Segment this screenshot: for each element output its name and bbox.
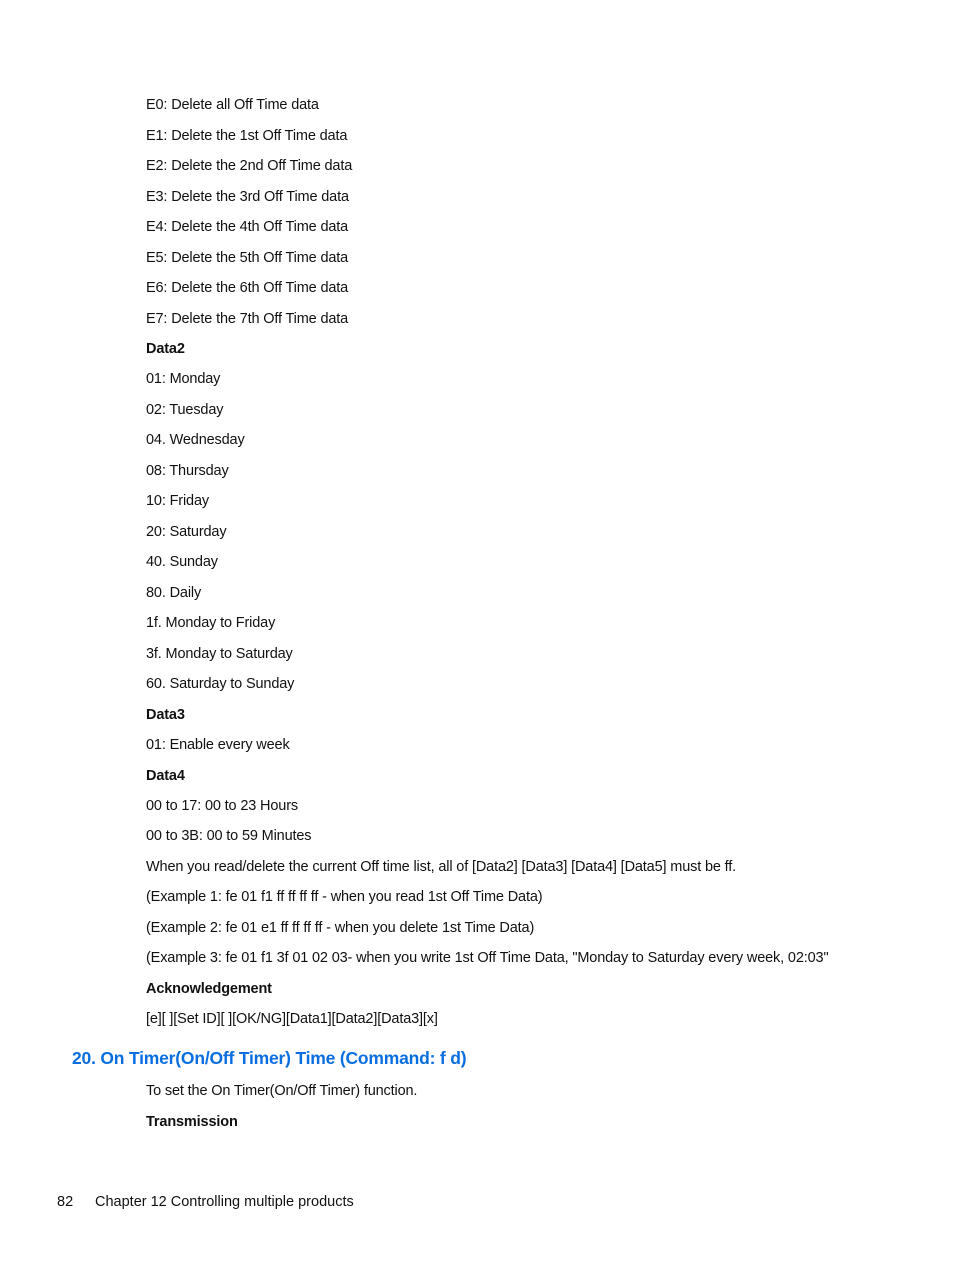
data2-heading: Data2: [146, 341, 185, 357]
list-item: E5: Delete the 5th Off Time data: [146, 250, 349, 266]
data3-heading: Data3: [146, 707, 185, 723]
list-item: 3f. Monday to Saturday: [146, 646, 293, 662]
list-item: E2: Delete the 2nd Off Time data: [146, 158, 353, 174]
list-item: 80. Daily: [146, 585, 202, 601]
transmission-heading: Transmission: [146, 1114, 238, 1130]
list-item: E6: Delete the 6th Off Time data: [146, 280, 349, 296]
data4-heading: Data4: [146, 768, 185, 784]
section-title: 20. On Timer(On/Off Timer) Time (Command: f d): [72, 1048, 467, 1068]
chapter-title: Chapter 12 Controlling multiple products: [95, 1194, 354, 1210]
list-item: 1f. Monday to Friday: [146, 615, 276, 631]
acknowledgement-heading: Acknowledgement: [146, 981, 272, 997]
example-2: (Example 2: fe 01 e1 ff ff ff ff - when you delete 1st Time Data): [146, 920, 535, 936]
list-item: 01: Monday: [146, 371, 221, 387]
list-item: E3: Delete the 3rd Off Time data: [146, 189, 349, 205]
list-item: 08: Thursday: [146, 463, 229, 479]
list-item: 20: Saturday: [146, 524, 227, 540]
list-item: 00 to 17: 00 to 23 Hours: [146, 798, 298, 814]
list-item: 00 to 3B: 00 to 59 Minutes: [146, 828, 312, 844]
example-1: (Example 1: fe 01 f1 ff ff ff ff - when you read 1st Off Time Data): [146, 889, 543, 905]
section-description: To set the On Timer(On/Off Timer) function.: [146, 1083, 418, 1099]
note-paragraph: When you read/delete the current Off time list, all of [Data2] [Data3] [Data4] [Data5] must be ff.: [146, 859, 737, 875]
example-3: (Example 3: fe 01 f1 3f 01 02 03- when you write 1st Off Time Data, "Monday to Saturday every week, 02:03": [146, 950, 829, 966]
acknowledgement-format: [e][ ][Set ID][ ][OK/NG][Data1][Data2][Data3][x]: [146, 1011, 438, 1027]
list-item: 40. Sunday: [146, 554, 218, 570]
list-item: E7: Delete the 7th Off Time data: [146, 311, 349, 327]
list-item: E4: Delete the 4th Off Time data: [146, 219, 349, 235]
list-item: 04. Wednesday: [146, 432, 245, 448]
list-item: 10: Friday: [146, 493, 209, 509]
list-item: E1: Delete the 1st Off Time data: [146, 128, 348, 144]
page-number: 82: [57, 1194, 74, 1210]
list-item: 01: Enable every week: [146, 737, 290, 753]
list-item: 02: Tuesday: [146, 402, 224, 418]
list-item: 60. Saturday to Sunday: [146, 676, 295, 692]
list-item: E0: Delete all Off Time data: [146, 97, 319, 113]
